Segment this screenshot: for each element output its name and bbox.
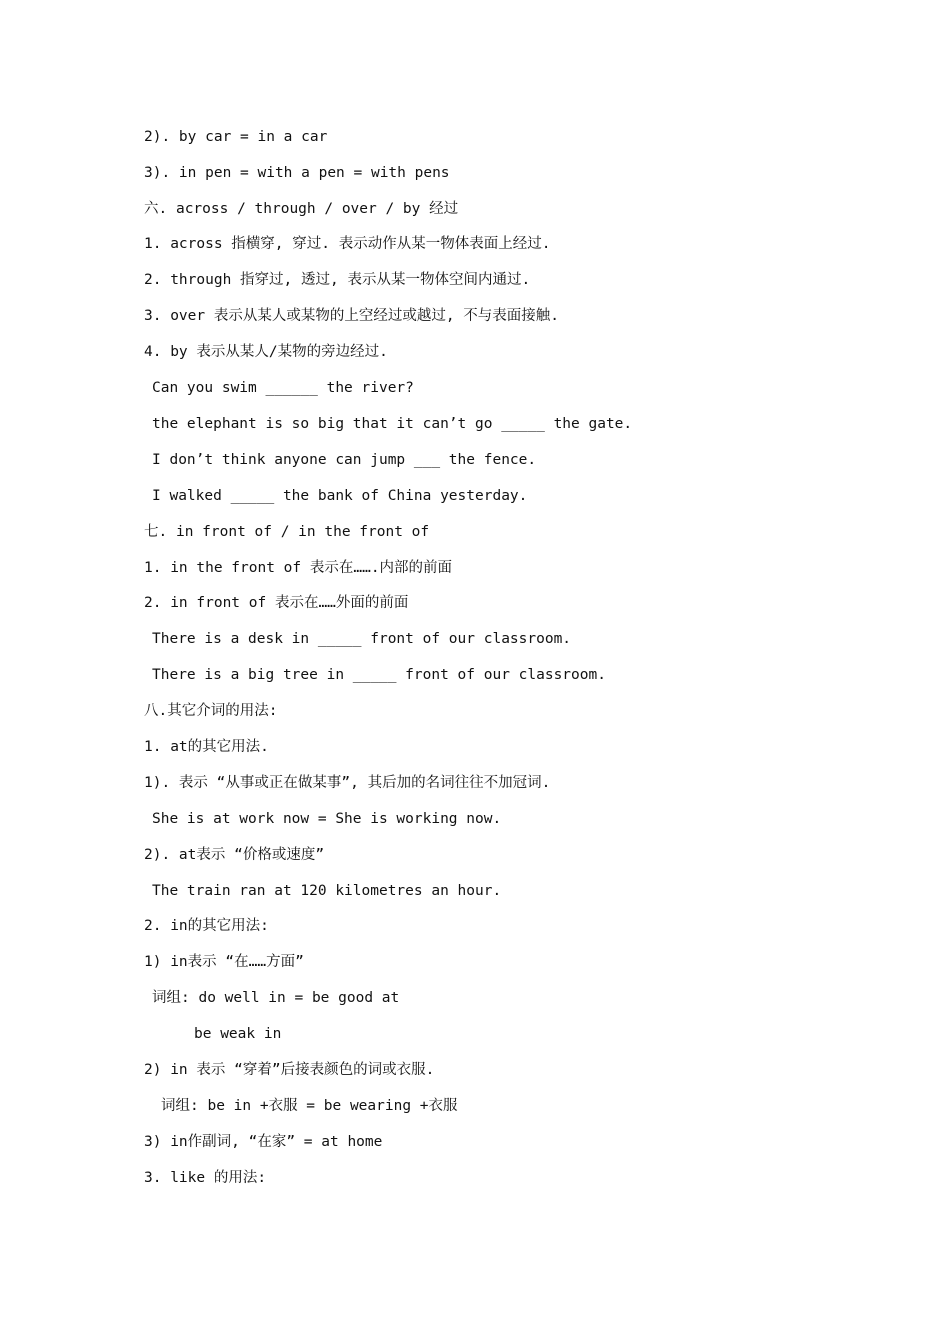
text-line: 1. at的其它用法. xyxy=(144,739,269,755)
text-line: 2). at表示 “价格或速度” xyxy=(144,847,325,863)
text-line: 2). by car = in a car xyxy=(144,129,328,145)
exercise-sentence: There is a big tree in _____ front of our classroom. xyxy=(152,667,606,683)
exercise-sentence: the elephant is so big that it can’t go _____ the gate. xyxy=(152,416,633,432)
text-line: 2) in 表示 “穿着”后接表颜色的词或衣服. xyxy=(144,1062,435,1078)
exercise-sentence: There is a desk in _____ front of our classroom. xyxy=(152,631,572,647)
example-sentence: The train ran at 120 kilometres an hour. xyxy=(152,883,502,899)
text-line: 1. across 指横穿, 穿过. 表示动作从某一物体表面上经过. xyxy=(144,236,551,252)
section-heading: 八.其它介词的用法: xyxy=(144,703,278,719)
text-line: 1) in表示 “在……方面” xyxy=(144,954,304,970)
text-line: 4. by 表示从某人/某物的旁边经过. xyxy=(144,344,388,360)
text-line: 2. through 指穿过, 透过, 表示从某一物体空间内通过. xyxy=(144,272,531,288)
section-heading: 六. across / through / over / by 经过 xyxy=(144,201,459,217)
phrase-line: be weak in xyxy=(194,1026,282,1042)
example-sentence: She is at work now = She is working now. xyxy=(152,811,502,827)
phrase-line: 词组: do well in = be good at xyxy=(152,990,400,1006)
text-line: 3. over 表示从某人或某物的上空经过或越过, 不与表面接触. xyxy=(144,308,560,324)
text-line: 2. in front of 表示在……外面的前面 xyxy=(144,595,409,611)
section-heading: 七. in front of / in the front of xyxy=(144,524,430,540)
text-line: 1). 表示 “从事或正在做某事”, 其后加的名词往往不加冠词. xyxy=(144,775,551,791)
text-line: 3. like 的用法: xyxy=(144,1170,267,1186)
text-line: 2. in的其它用法: xyxy=(144,918,269,934)
text-line: 1. in the front of 表示在…….内部的前面 xyxy=(144,560,453,576)
exercise-sentence: I walked _____ the bank of China yesterday. xyxy=(152,488,528,504)
text-line: 3). in pen = with a pen = with pens xyxy=(144,165,450,181)
phrase-line: 词组: be in +衣服 = be wearing +衣服 xyxy=(161,1098,458,1114)
text-line: 3) in作副词, “在家” = at home xyxy=(144,1134,383,1150)
exercise-sentence: Can you swim ______ the river? xyxy=(152,380,414,396)
exercise-sentence: I don’t think anyone can jump ___ the fence. xyxy=(152,452,537,468)
